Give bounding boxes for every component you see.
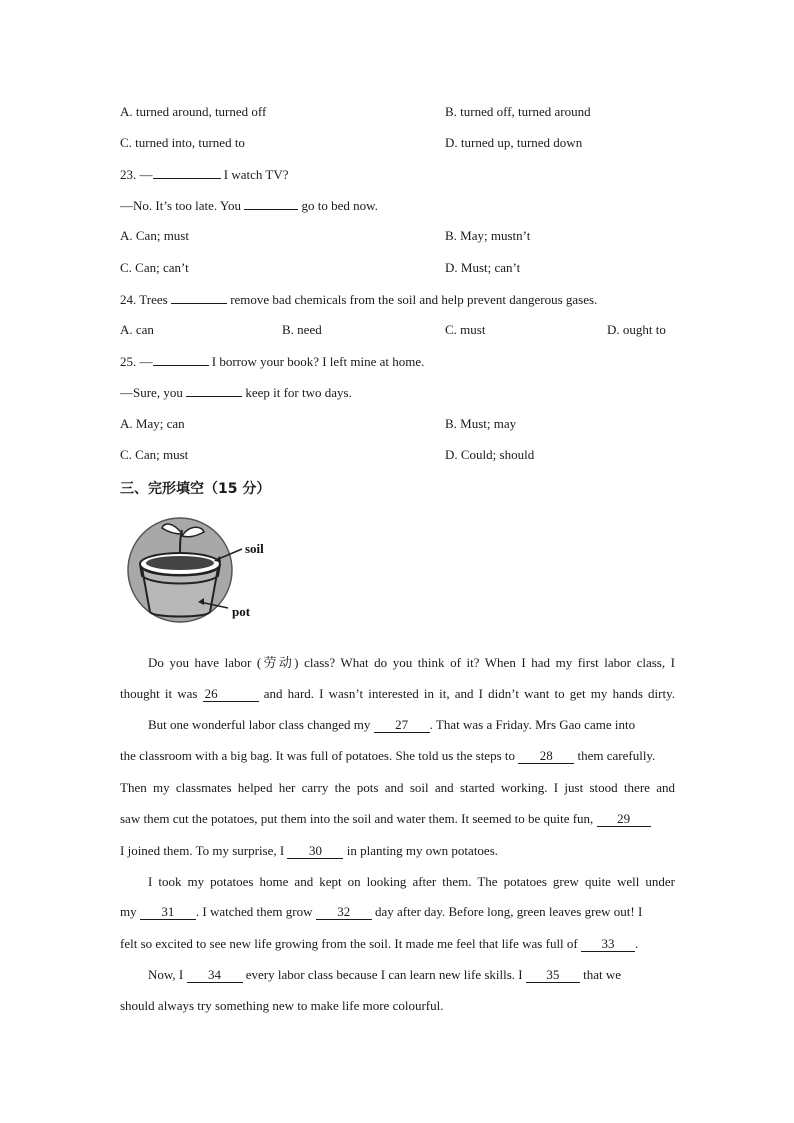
p4-text-b: every labor class because I can learn new life skills. I	[242, 967, 526, 982]
q22-option-b: B. turned off, turned around	[445, 104, 591, 119]
q22-option-c: C. turned into, turned to	[120, 135, 245, 150]
blank-26: 26	[203, 687, 259, 702]
q23-reply	[120, 197, 378, 214]
q23-reply-before: —No. It’s too late. You	[120, 198, 245, 213]
plant-pot-figure	[124, 516, 284, 626]
p1-text-b: and hard. I wasn’t interested in it, and I didn’t want to get my hands dirty.	[258, 686, 675, 701]
passage-p1-line2	[120, 686, 675, 702]
passage-p4-line2: should always try something new to make life more colourful.	[120, 998, 444, 1013]
p2-text-f: I joined them. To my surprise, I	[120, 843, 288, 858]
q25-option-c: C. Can; must	[120, 447, 189, 462]
p4-text-a: Now, I	[148, 967, 187, 982]
q25-stem-before: 25. —	[120, 354, 153, 369]
q25-stem	[120, 353, 424, 370]
q24-option-d: D. ought to	[607, 322, 666, 337]
p2-text-e: saw them cut the potatoes, put them into the soil and water them. It seemed to be quite fun,	[120, 811, 597, 826]
passage-p2-line5	[120, 843, 675, 859]
q25-reply-after: keep it for two days.	[242, 385, 352, 400]
passage-p4-line1	[148, 967, 675, 983]
q23-blank-2	[244, 197, 298, 210]
p2-text-c: the classroom with a big bag. It was full of potatoes. She told us the steps to	[120, 748, 519, 763]
blank-30: 30	[287, 844, 343, 859]
blank-27: 27	[374, 718, 430, 733]
q25-reply-before: —Sure, you	[120, 385, 187, 400]
q24-option-c: C. must	[445, 322, 486, 337]
p3-text-a: my	[120, 904, 140, 919]
passage-p3-line3	[120, 936, 675, 952]
q24-option-a: A. can	[120, 322, 154, 337]
q23-blank-1	[153, 166, 221, 179]
section-heading: 三、完形填空（15 分）	[120, 481, 271, 497]
q24-stem-after: remove bad chemicals from the soil and help prevent dangerous gases.	[226, 292, 598, 307]
q23-stem-after: I watch TV?	[220, 167, 289, 182]
q23-option-d: D. Must; can’t	[445, 260, 521, 275]
blank-33: 33	[581, 937, 635, 952]
passage-p2-line3: Then my classmates helped her carry the pots and soil and started working. I just stood there and	[120, 780, 675, 795]
passage-p2-line1	[148, 717, 675, 733]
p3-text-e: .	[635, 936, 639, 951]
q23-stem	[120, 166, 288, 183]
p2-text-a: But one wonderful labor class changed my	[148, 717, 374, 732]
q24-stem	[120, 291, 597, 308]
q23-option-b: B. May; mustn’t	[445, 228, 531, 243]
p3-text-d: felt so excited to see new life growing from the soil. It made me feel that life was full of	[120, 936, 581, 951]
p2-text-g: in planting my own potatoes.	[343, 843, 499, 858]
passage-p3-line1: I took my potatoes home and kept on looking after them. The potatoes grew quite well under	[148, 874, 675, 889]
passage-p2-line2	[120, 748, 675, 764]
passage-p1-line1: Do you have labor (劳动) class? What do you think of it? When I had my first labor class, I	[148, 655, 675, 670]
q25-blank-1	[153, 353, 209, 366]
q25-stem-after: I borrow your book? I left mine at home.	[208, 354, 425, 369]
blank-31: 31	[140, 905, 196, 920]
q24-blank	[171, 291, 227, 304]
blank-28: 28	[518, 749, 574, 764]
q22-option-a: A. turned around, turned off	[120, 104, 267, 119]
blank-32: 32	[316, 905, 372, 920]
p2-text-d: them carefully.	[574, 748, 656, 763]
passage-p2-line4	[120, 811, 675, 827]
p1-text-a: thought it was	[120, 686, 203, 701]
p3-text-c: day after day. Before long, green leaves grew out! I	[371, 904, 643, 919]
q23-option-c: C. Can; can’t	[120, 260, 189, 275]
pot-body	[142, 568, 218, 617]
q24-option-b: B. need	[282, 322, 322, 337]
pot-soil	[146, 556, 214, 570]
blank-29: 29	[597, 812, 651, 827]
p4-text-c: that we	[579, 967, 622, 982]
q25-reply	[120, 384, 352, 401]
q23-stem-before: 23. —	[120, 167, 153, 182]
q22-option-d: D. turned up, turned down	[445, 135, 583, 150]
q25-option-b: B. Must; may	[445, 416, 517, 431]
q25-option-a: A. May; can	[120, 416, 185, 431]
p2-text-b: . That was a Friday. Mrs Gao came into	[429, 717, 636, 732]
passage-p3-line2	[120, 904, 675, 920]
blank-34: 34	[187, 968, 243, 983]
p3-text-b: . I watched them grow	[195, 904, 316, 919]
q25-blank-2	[186, 384, 242, 397]
pot-label: pot	[232, 604, 251, 619]
q25-option-d: D. Could; should	[445, 447, 535, 462]
q23-reply-after: go to bed now.	[298, 198, 378, 213]
blank-35: 35	[526, 968, 580, 983]
q24-stem-before: 24. Trees	[120, 292, 171, 307]
q23-option-a: A. Can; must	[120, 228, 189, 243]
soil-label: soil	[245, 541, 264, 556]
